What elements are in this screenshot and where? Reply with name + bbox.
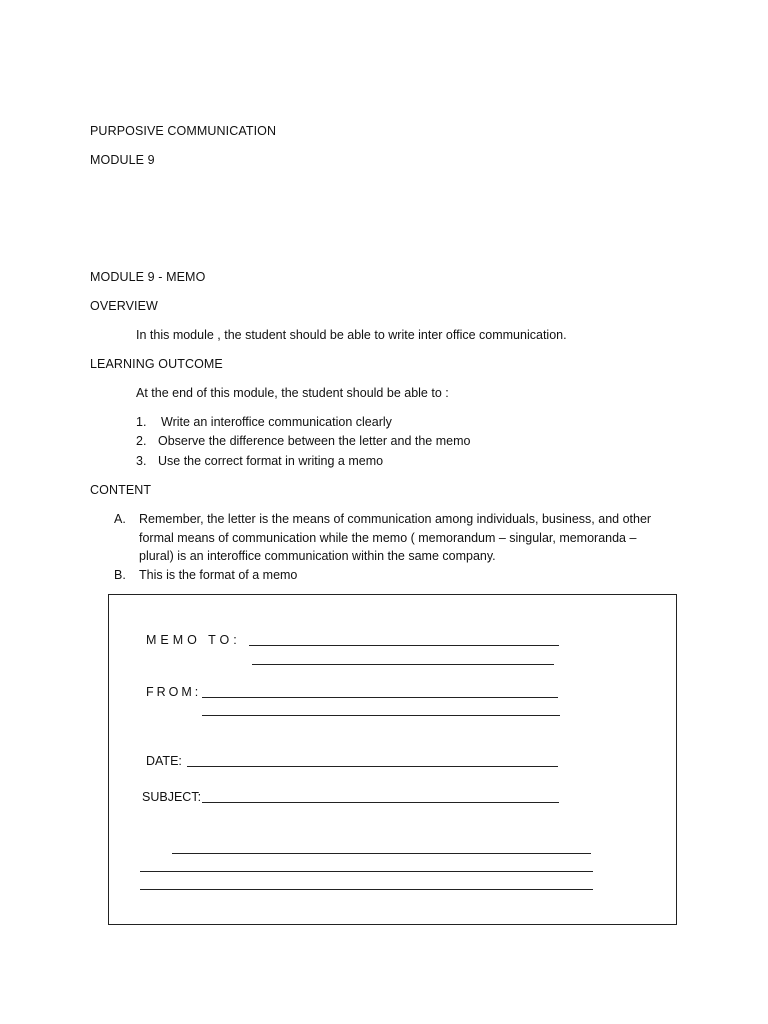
list-item-number: 3. — [136, 454, 147, 468]
memo-format-box — [108, 594, 677, 925]
learning-outcome-heading: LEARNING OUTCOME — [90, 357, 223, 371]
list-item-number: 2. — [136, 434, 147, 448]
list-item: Observe the difference between the letter and the memo — [158, 434, 471, 448]
memo-body-line-3[interactable] — [140, 889, 593, 890]
content-item-b-text: This is the format of a memo — [139, 568, 298, 582]
overview-heading: OVERVIEW — [90, 299, 158, 313]
content-item-letter: A. — [114, 512, 126, 526]
memo-to-line-2[interactable] — [252, 664, 554, 665]
memo-body-line-1[interactable] — [172, 853, 591, 854]
content-item-letter: B. — [114, 568, 126, 582]
course-title: PURPOSIVE COMMUNICATION — [90, 124, 277, 138]
memo-from-label: FROM: — [146, 685, 202, 699]
list-item-number: 1. — [136, 415, 147, 429]
memo-subject-line[interactable] — [202, 802, 559, 803]
memo-date-line[interactable] — [187, 766, 558, 767]
list-item: Write an interoffice communication clearly — [161, 415, 392, 429]
memo-date-label: DATE: — [146, 754, 182, 768]
module-title: MODULE 9 - MEMO — [90, 270, 206, 284]
module-number: MODULE 9 — [90, 153, 155, 167]
memo-to-line[interactable] — [249, 645, 559, 646]
memo-body-line-2[interactable] — [140, 871, 593, 872]
learning-outcome-intro: At the end of this module, the student should be able to : — [136, 386, 449, 400]
memo-from-line[interactable] — [202, 697, 558, 698]
content-item-a-text: Remember, the letter is the means of communication among individuals, business, and other formal means of communication while the memo ( memorandum – singular, memoranda – plural) is an interoffice communication within the same company. — [139, 512, 652, 563]
memo-from-line-2[interactable] — [202, 715, 560, 716]
list-item: Use the correct format in writing a memo — [158, 454, 384, 468]
overview-text: In this module , the student should be able to write inter office communication. — [136, 328, 567, 342]
content-heading: CONTENT — [90, 483, 152, 497]
memo-subject-label: SUBJECT: — [142, 790, 202, 804]
memo-to-label: MEMO TO: — [146, 633, 241, 647]
